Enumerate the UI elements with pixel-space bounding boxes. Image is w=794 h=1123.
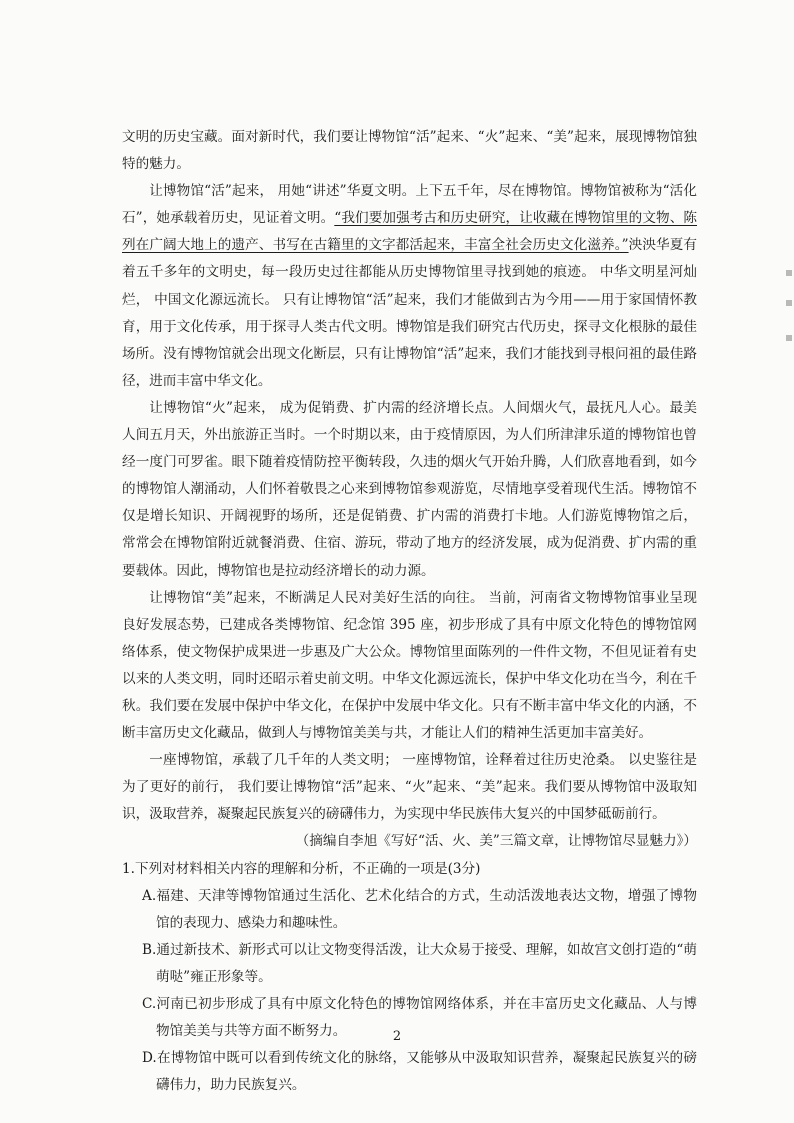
- paragraph-beautiful: 让博物馆“美”起来，不断满足人民对美好生活的向往。 当前，河南省文物博物馆事业呈现良好发展态势，已建成各类博物馆、纪念馆 395 座，初步形成了具有中原文化特色的博物馆网络体系，使文物保护成果进一步惠及广大公众。博物馆里面陈列的一件件文物，不但见证着有史以来的人类文明，同时还昭示着史前文明。中华文化源远流长，保护中华文化功在当今，利在千秋。我们要在发展中保护中华文化，在保护中发展中华文化。只有不断丰富中华文化的内涵，不断丰富历史文化藏品，做到人与博物馆美美与共，才能让人们的精神生活更加丰富美好。: [122, 589, 697, 742]
- source-citation: （摘编自李旭《写好“活、火、美”三篇文章，让博物馆尽显魅力》）: [295, 833, 697, 850]
- scan-edge-mark: [786, 270, 792, 276]
- option-d: D.在博物馆中既可以看到传统文化的脉络，又能够从中汲取知识营养，凝聚起民族复兴的磅礴伟力，助力民族复兴。: [142, 1050, 697, 1094]
- option-c: C.河南已初步形成了具有中原文化特色的博物馆网络体系，并在丰富历史文化藏品、人与博物馆美美与共等方面不断努力。: [142, 996, 697, 1040]
- scan-edge-mark: [786, 335, 792, 341]
- underlined-quote: “我们要加强考古和历史研究，让收藏在博物馆里的文物、陈列在广阔大地上的遗产、书写在古籍里的文字都活起来，丰富全社会历史文化滋养。”: [122, 210, 698, 254]
- reading-passage: [122, 124, 697, 1099]
- option-b: B.通过新技术、新形式可以让文物变得活泼，让大众易于接受、理解，如故宫文创打造的“萌萌哒”雍正形象等。: [142, 941, 697, 985]
- page-number: 2: [392, 1029, 402, 1044]
- paragraph-popular: 让博物馆“火”起来， 成为促销费、扩内需的经济增长点。人间烟火气，最抚凡人心。最美人间五月天，外出旅游正当时。一个时期以来，由于疫情原因，为人们所津津乐道的博物馆也曾经一度门可罗雀。眼下随着疫情防控平衡转段，久违的烟火气开始升腾，人们欣喜地看到，如今的博物馆人潮涌动，人们怀着敬畏之心来到博物馆参观游览，尽情地享受着现代生活。博物馆不仅是增长知识、开阔视野的场所，还是促销费、扩内需的消费打卡地。人们游览博物馆之后， 常常会在博物馆附近就餐消费、住宿、游玩，带动了地方的经济发展，成为促消费、扩内需的重要载体。因此，博物馆也是拉动经济增长的动力源。: [122, 399, 697, 579]
- paragraph-alive-lead: 让博物馆“活”起来， 用她“讲述”华夏文明。上下五千年，尽在博物馆。博物馆被称为“活化石”，她承载着历史，见证着文明。: [122, 183, 697, 227]
- question-stem: 1.下列对材料相关内容的理解和分析，不正确的一项是(3分): [122, 860, 481, 877]
- paragraph-alive-rest: 泱泱华夏有着五千多年的文明史，每一段历史过往都能从历史博物馆里寻找到她的痕迹。 中华文明星河灿烂， 中国文化源远流长。 只有让博物馆“活”起来，我们才能做到古为今用——用于家国情怀教育，用于文化传承，用于探寻人类古代文明。博物馆是我们研究古代历史，探寻文化根脉的最佳场所。没有博物馆就会出现文化断层，只有让博物馆“活”起来，我们才能找到寻根问祖的最佳路径，进而丰富中华文化。: [122, 237, 697, 389]
- option-a: A.福建、天津等博物馆通过生活化、艺术化结合的方式，生动活泼地表达文物，增强了博物馆的表现力、感染力和趣味性。: [142, 887, 697, 931]
- scan-edge-mark: [786, 300, 792, 306]
- paragraph-alive: [122, 178, 697, 395]
- paragraph-conclusion: 一座博物馆，承载了几千年的人类文明； 一座博物馆，诠释着过往历史沧桑。 以史鉴往是为了更好的前行， 我们要让博物馆“活”起来、“火”起来、“美”起来。我们要从博物馆中汲取知识，汲取营养，凝聚起民族复兴的磅礴伟力，为实现中华民族伟大复兴的中国梦砥砺前行。: [122, 752, 697, 823]
- paragraph-intro-tail: 文明的历史宝藏。面对新时代，我们要让博物馆“活”起来、“火”起来、“美”起来，展现博物馆独特的魅力。: [122, 129, 697, 173]
